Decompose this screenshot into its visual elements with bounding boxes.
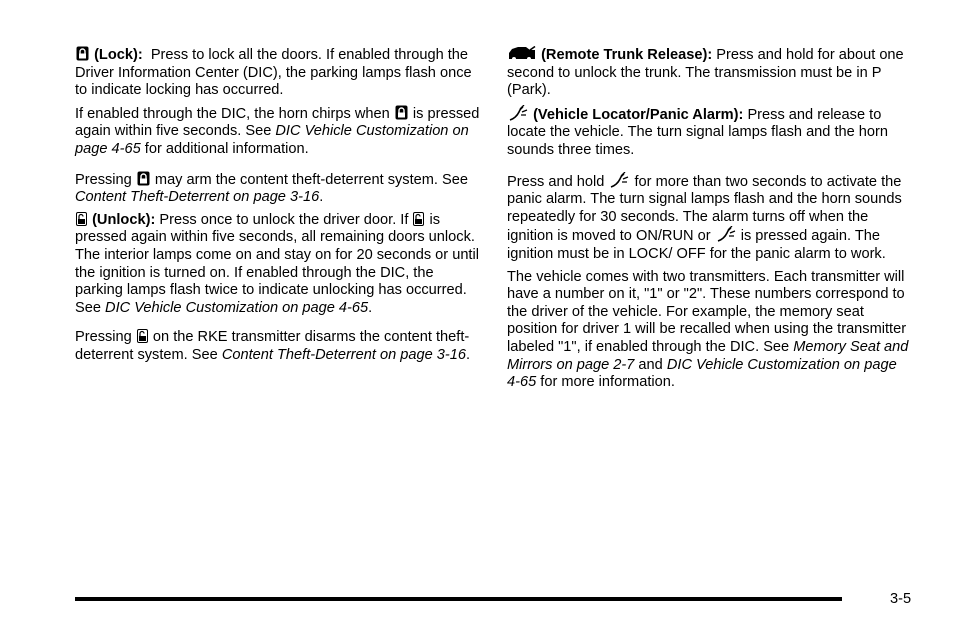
right-column <box>507 46 909 397</box>
transmitters-paragraph <box>507 269 909 392</box>
disarm-text-b: on the RKE transmitter disarms the content theft-deterrent system. See <box>75 329 470 363</box>
trunk-label: (Remote Trunk Release): <box>541 47 713 63</box>
unlock-icon <box>137 329 148 343</box>
lock-label: (Lock): <box>94 47 143 63</box>
dic-customization-reference: DIC Vehicle Customization on page 4-65 <box>507 356 897 391</box>
horn-text-c: for additional information. <box>144 140 309 157</box>
footer-rule <box>75 597 842 601</box>
panic-text-b: for more than two seconds to activate the panic alarm. The turn signal lamps flash and the horn sounds repeatedly for 30 seconds. The alarm turns off when the ignition is moved to ON/RUN or <box>507 173 902 245</box>
locator-label: (Vehicle Locator/Panic Alarm): <box>533 106 744 123</box>
lock-icon <box>137 171 150 186</box>
unlock-reference: DIC Vehicle Customization on page 4-65 <box>105 299 369 316</box>
trunk-paragraph <box>507 46 909 100</box>
lock-text: Press to lock all the doors. If enabled through the Driver Information Center (DIC), the parking lamps flash once to indicate locking has occurred. <box>75 47 472 99</box>
horn-paragraph <box>75 105 481 159</box>
transmitters-text-a: The vehicle comes with two transmitters. Each transmitter will have a number on it, "1" or "2". These numbers correspond to the driver of the vehicle. For example, the memory seat position for driver 1 will be recalled when using the transmitter labeled "1", if enabled through the DIC. See <box>507 268 907 355</box>
horn-text-a: If enabled through the DIC, the horn chirps when <box>75 105 390 122</box>
trunk-icon <box>508 46 536 61</box>
arm-paragraph <box>75 171 481 207</box>
lock-paragraph <box>75 46 481 100</box>
unlock-text-a: Press once to unlock the driver door. If <box>159 211 409 228</box>
panic-icon <box>716 226 736 242</box>
horn-reference: DIC Vehicle Customization on page 4-65 <box>75 123 469 157</box>
locator-paragraph <box>507 105 909 160</box>
horn-text-b: is pressed again within five seconds. See <box>75 105 480 140</box>
lock-icon <box>395 105 408 120</box>
arm-text-b: may arm the content theft-deterrent system. See <box>154 171 469 188</box>
unlock-text-c: . <box>368 299 373 316</box>
transmitters-and: and <box>638 356 663 373</box>
panic-paragraph <box>507 172 909 264</box>
panic-text-a: Press and hold <box>507 173 605 190</box>
unlock-label: (Unlock): <box>92 211 156 228</box>
panic-icon <box>508 105 528 121</box>
panic-text-c: is pressed again. The ignition must be in LOCK/ OFF for the panic alarm to work. <box>507 228 886 262</box>
locator-text: Press and release to locate the vehicle. The turn signal lamps flash and the horn sounds three times. <box>507 106 889 158</box>
memory-seat-reference: Memory Seat and Mirrors on page 2-7 <box>507 338 909 373</box>
trunk-text: Press and hold for about one second to unlock the trunk. The transmission must be in P (Park). <box>507 47 904 99</box>
transmitters-text-c: for more information. <box>540 374 675 391</box>
page-number: 3-5 <box>890 591 912 607</box>
arm-reference: Content Theft-Deterrent on page 3-16 <box>75 189 320 206</box>
disarm-reference: Content Theft-Deterrent on page 3-16 <box>221 346 467 363</box>
unlock-text-b: is pressed again within five seconds, all remaining doors unlock. The interior lamps come on and stay on for 20 seconds or until the ignition is turned on. If enabled through the DIC, the parking lamps flash twice to indicate unlocking has occurred. See <box>75 211 479 316</box>
panic-icon <box>609 172 629 188</box>
unlock-icon <box>413 212 424 226</box>
arm-text-a: Pressing <box>75 171 132 188</box>
disarm-text-c: . <box>466 346 471 363</box>
lock-icon <box>76 46 89 61</box>
left-column <box>75 46 481 370</box>
disarm-paragraph <box>75 329 481 364</box>
unlock-icon <box>76 212 87 226</box>
disarm-text-a: Pressing <box>75 329 132 346</box>
arm-text-c: . <box>319 189 324 206</box>
unlock-paragraph <box>75 212 481 318</box>
